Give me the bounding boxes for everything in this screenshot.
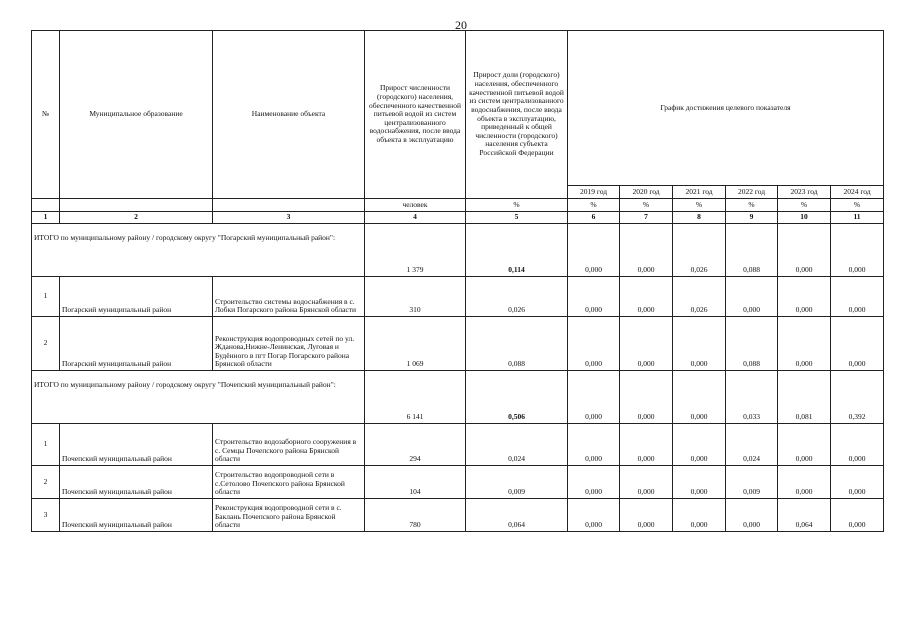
col-number: 6	[568, 212, 620, 224]
unit-percent: %	[778, 199, 831, 212]
year-value: 0,088	[726, 317, 778, 371]
col-number: 1	[32, 212, 60, 224]
row-municipality: Почепский муниципальный район	[60, 466, 213, 499]
group-total-row	[32, 224, 884, 277]
row-share: 0,064	[466, 499, 568, 532]
year-value: 0,000	[673, 499, 726, 532]
year-value: 0,000	[568, 317, 620, 371]
header-growth-share: Прирост доли (городского) населения, обеспеченного качественной питьевой водой из систем централизованного водоснабжения, после ввода объекта в эксплуатацию, приведенный к общей численности (городского) населения субъекта Российской Федерации	[466, 31, 568, 199]
year-value: 0,026	[673, 224, 726, 277]
table-row	[32, 499, 884, 532]
unit-empty	[32, 199, 60, 212]
header-year-2024: 2024 год	[831, 186, 884, 199]
col-number: 8	[673, 212, 726, 224]
year-value: 0,000	[568, 466, 620, 499]
col-number: 9	[726, 212, 778, 224]
target-indicator-table	[31, 30, 884, 532]
header-growth-population: Прирост численности (городского) населения, обеспеченного качественной питьевой водой из систем централизованного водоснабжения, после ввода объекта в эксплуатацию	[365, 31, 466, 199]
year-value: 0,000	[673, 424, 726, 466]
year-value: 0,000	[568, 224, 620, 277]
group-total-share: 0,114	[466, 224, 568, 277]
row-no: 3	[32, 499, 60, 532]
group-total-row	[32, 371, 884, 424]
year-value: 0,000	[726, 277, 778, 317]
col-number: 2	[60, 212, 213, 224]
group-total-title: ИТОГО по муниципальному району / городскому округу "Почепский муниципальный район":	[32, 371, 365, 424]
units-row	[32, 199, 884, 212]
col-number: 5	[466, 212, 568, 224]
unit-percent: %	[466, 199, 568, 212]
group-total-share: 0,506	[466, 371, 568, 424]
header-no: №	[32, 31, 60, 199]
year-value: 0,000	[620, 224, 673, 277]
unit-percent: %	[620, 199, 673, 212]
row-share: 0,009	[466, 466, 568, 499]
year-value: 0,000	[673, 371, 726, 424]
header-year-2019: 2019 год	[568, 186, 620, 199]
header-year-2023: 2023 год	[778, 186, 831, 199]
year-value: 0,000	[726, 499, 778, 532]
year-value: 0,064	[778, 499, 831, 532]
year-value: 0,081	[778, 371, 831, 424]
unit-empty	[213, 199, 365, 212]
row-municipality: Погарский муниципальный район	[60, 317, 213, 371]
table-row	[32, 277, 884, 317]
year-value: 0,026	[673, 277, 726, 317]
col-number: 4	[365, 212, 466, 224]
row-object: Реконструкция водопроводной сети в с. Баклань Почепского района Брянской области	[213, 499, 365, 532]
year-value: 0,000	[831, 317, 884, 371]
col-number: 11	[831, 212, 884, 224]
year-value: 0,000	[620, 371, 673, 424]
row-people: 104	[365, 466, 466, 499]
row-people: 780	[365, 499, 466, 532]
row-share: 0,026	[466, 277, 568, 317]
year-value: 0,000	[778, 224, 831, 277]
year-value: 0,000	[831, 224, 884, 277]
year-value: 0,000	[778, 424, 831, 466]
header-year-2022: 2022 год	[726, 186, 778, 199]
year-value: 0,000	[673, 466, 726, 499]
unit-percent: %	[568, 199, 620, 212]
year-value: 0,000	[831, 424, 884, 466]
table-row	[32, 466, 884, 499]
year-value: 0,000	[620, 317, 673, 371]
year-value: 0,000	[568, 277, 620, 317]
row-no: 2	[32, 317, 60, 371]
row-no: 1	[32, 424, 60, 466]
col-number: 3	[213, 212, 365, 224]
unit-people: человек	[365, 199, 466, 212]
header-year-2020: 2020 год	[620, 186, 673, 199]
year-value: 0,000	[568, 499, 620, 532]
table-row	[32, 424, 884, 466]
year-value: 0,000	[831, 466, 884, 499]
row-no: 2	[32, 466, 60, 499]
year-value: 0,000	[620, 277, 673, 317]
unit-percent: %	[831, 199, 884, 212]
row-people: 310	[365, 277, 466, 317]
row-municipality: Почепский муниципальный район	[60, 499, 213, 532]
year-value: 0,000	[673, 317, 726, 371]
year-value: 0,000	[778, 466, 831, 499]
group-total-people: 6 141	[365, 371, 466, 424]
header-municipality: Муниципальное образование	[60, 31, 213, 199]
year-value: 0,000	[778, 317, 831, 371]
year-value: 0,000	[568, 371, 620, 424]
col-number: 10	[778, 212, 831, 224]
row-municipality: Почепский муниципальный район	[60, 424, 213, 466]
year-value: 0,392	[831, 371, 884, 424]
table-row	[32, 317, 884, 371]
row-municipality: Погарский муниципальный район	[60, 277, 213, 317]
row-object: Строительство водозаборного сооружения в с. Семцы Почепского района Брянской области	[213, 424, 365, 466]
year-value: 0,000	[568, 424, 620, 466]
unit-percent: %	[673, 199, 726, 212]
row-share: 0,024	[466, 424, 568, 466]
year-value: 0,000	[831, 277, 884, 317]
unit-empty	[60, 199, 213, 212]
row-share: 0,088	[466, 317, 568, 371]
row-people: 294	[365, 424, 466, 466]
year-value: 0,000	[778, 277, 831, 317]
year-value: 0,000	[620, 466, 673, 499]
year-value: 0,000	[831, 499, 884, 532]
group-total-title: ИТОГО по муниципальному району / городскому округу "Погарский муниципальный район":	[32, 224, 365, 277]
column-number-row	[32, 212, 884, 224]
header-object: Наименование объекта	[213, 31, 365, 199]
row-no: 1	[32, 277, 60, 317]
group-total-people: 1 379	[365, 224, 466, 277]
year-value: 0,024	[726, 424, 778, 466]
row-object: Строительство системы водоснабжения в с. Лобки Погарского района Брянской области	[213, 277, 365, 317]
year-value: 0,033	[726, 371, 778, 424]
year-value: 0,000	[620, 499, 673, 532]
page-number: 20	[455, 18, 467, 32]
year-value: 0,009	[726, 466, 778, 499]
year-value: 0,088	[726, 224, 778, 277]
row-object: Строительство водопроводной сети в с.Сетолово Почепского района Брянской области	[213, 466, 365, 499]
row-object: Реконструкция водопроводных сетей по ул. Жданова,Нижне-Ленинская, Луговая и Будённого в пгт Погар Погарского района Брянской области	[213, 317, 365, 371]
unit-percent: %	[726, 199, 778, 212]
row-people: 1 069	[365, 317, 466, 371]
col-number: 7	[620, 212, 673, 224]
header-year-2021: 2021 год	[673, 186, 726, 199]
year-value: 0,000	[620, 424, 673, 466]
header-schedule: График достижения целевого показателя	[568, 31, 884, 186]
